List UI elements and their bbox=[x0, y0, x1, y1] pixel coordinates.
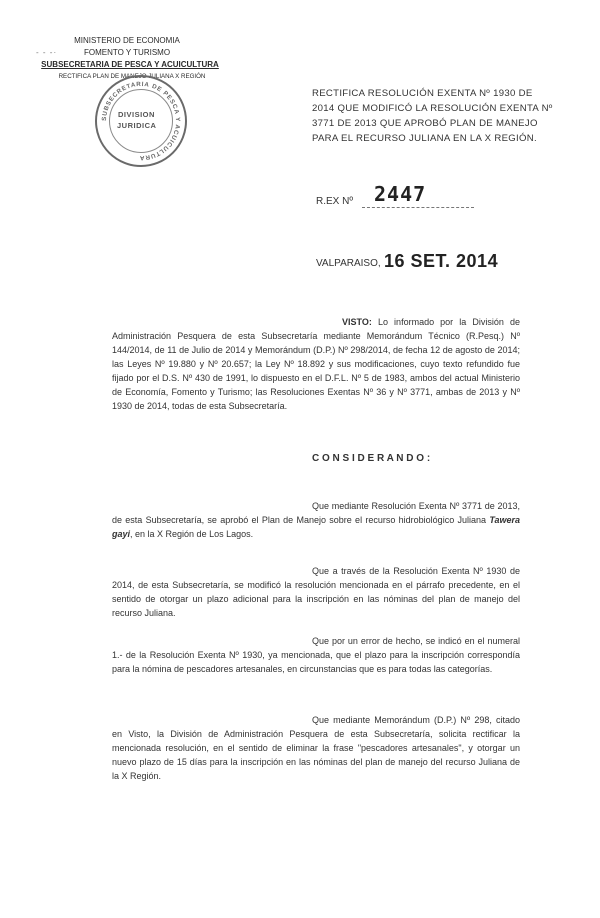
considerando-p1 bbox=[112, 499, 520, 541]
subsecretaria-title: SUBSECRETARIA DE PESCA Y ACUICULTURA bbox=[41, 60, 219, 69]
stamp-ring-text: SUBSECRETARIA DE PESCA Y ACUICULTURA bbox=[100, 80, 182, 162]
rex-label: R.EX Nº bbox=[316, 196, 353, 207]
rex-number: 2447 bbox=[374, 182, 427, 206]
considerando-heading: C O N S I D E R A N D O : bbox=[312, 453, 431, 464]
ministry-line1: MINISTERIO DE ECONOMIA bbox=[74, 36, 180, 45]
visto-label: VISTO: bbox=[342, 317, 372, 327]
rex-underline bbox=[362, 207, 474, 208]
title-line-4: PARA EL RECURSO JULIANA EN LA X REGIÓN. bbox=[312, 133, 537, 144]
title-line-2: 2014 QUE MODIFICÓ LA RESOLUCIÓN EXENTA Nº bbox=[312, 103, 553, 114]
reference-line: RECTIFICA PLAN DE MANEJO JULIANA X REGIÓN bbox=[58, 73, 206, 80]
stamp-line1: DIVISION bbox=[118, 110, 155, 119]
title-line-1: RECTIFICA RESOLUCIÓN EXENTA Nº 1930 DE bbox=[312, 88, 533, 99]
visto-text: Lo informado por la División de Administración Pesquera de esta Subsecretaría mediante Memorándum Técnico (R.Pesq.) Nº 144/2014, de 11 de Julio de 2014 y Memorándum (D.P.) Nº 298/2014, de fecha 12 de agosto de 2014; las Leyes Nº 19.880 y Nº 20.657; la Ley Nº 18.892 y sus modificaciones, cuyo texto refundido fue fijado por el D.S. Nº 430 de 1991, lo dispuesto en el D.F.L. Nº 5 de 1983, ambos del actual Ministerio de Economía, Fomento y Turismo; las Resoluciones Exentas Nº 36 y Nº 3771, ambas de 2013 y Nº 1930 de 2014, todas de esta Subsecretaría. bbox=[112, 317, 520, 411]
considerando-p4: Que mediante Memorándum (D.P.) Nº 298, citado en Visto, la División de Administración Pesquera de esta Subsecretaría, solicita rectificar la mencionada resolución, en el sentido de eliminar la frase "pescadores artesanales", y otorgar un nuevo plazo de 15 días para la inscripción en las nóminas del plan de manejo del recurso Juliana de la X Región. bbox=[112, 715, 520, 781]
visto-paragraph bbox=[112, 315, 520, 413]
title-line-3: 3771 DE 2013 QUE APROBÓ PLAN DE MANEJO bbox=[312, 118, 538, 129]
p1-text-a: Que mediante Resolución Exenta Nº 3771 de 2013, de esta Subsecretaría, se aprobó el Plan de Manejo sobre el recurso hidrobiológico Juliana bbox=[112, 501, 520, 525]
considerando-p2: Que a través de la Resolución Exenta Nº 1930 de 2014, de esta Subsecretaría, se modificó la resolución mencionada en el párrafo precedente, en el sentido de otorgar un plazo adicional para la inscripción en las nóminas del plan de manejo del recurso Juliana. bbox=[112, 566, 520, 618]
city-label: VALPARAISO, bbox=[316, 258, 381, 269]
margin-mark: - - -· bbox=[36, 48, 58, 57]
date-stamp: 16 SET. 2014 bbox=[384, 251, 499, 271]
ministry-line2: FOMENTO Y TURISMO bbox=[83, 48, 171, 57]
p1-species: Tawera gayi bbox=[112, 515, 520, 539]
stamp-line2: JURIDICA bbox=[117, 121, 157, 130]
p1-text-b: , en la X Región de Los Lagos. bbox=[130, 529, 254, 539]
division-juridica-stamp bbox=[95, 75, 187, 167]
considerando-p3: Que por un error de hecho, se indicó en el numeral 1.- de la Resolución Exenta Nº 1930, ya mencionada, que el plazo para la inscripción correspondía para la nómina de pescadores artesanales, en circunstancias que es para todas las categorías. bbox=[112, 636, 520, 674]
